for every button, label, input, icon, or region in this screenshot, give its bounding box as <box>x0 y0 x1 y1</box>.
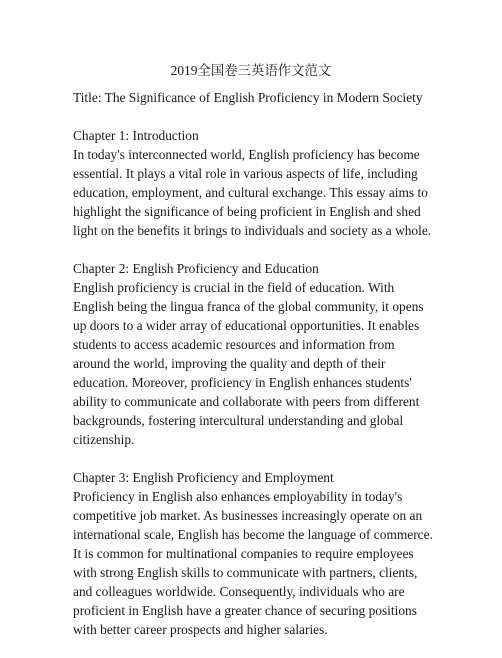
document-header: 2019全国卷三英语作文范文 <box>170 63 332 78</box>
section-paragraph: Proficiency in English also enhances employability in today's competitive job market. As businesses increasingly operate on an international scale, English has become the language of commerce. It is common for multinational companies to require employees with strong English skills to communicate with partners, clients, and colleagues worldwide. Consequently, individuals who are proficient in English have a greater chance of securing positions with better career prospects and higher salaries. <box>73 489 433 637</box>
section-paragraph: English proficiency is crucial in the field of education. With English being the lingua franca of the global community, it opens up doors to a wider array of educational opportunities. It enables students to access academic resources and information from around the world, improving the quality and depth of their education. Moreover, proficiency in English enhances students' ability to communicate and collaborate with peers from different backgrounds, fostering intercultural understanding and global citizenship. <box>73 280 424 447</box>
section-employment <box>73 468 433 639</box>
section-education <box>73 259 433 449</box>
section-paragraph: In today's interconnected world, English proficiency has become essential. It plays a vital role in various aspects of life, including education, employment, and cultural exchange. This essay aims to highlight the significance of being proficient in English and shed light on the benefits it brings to individuals and society as a whole. <box>73 147 432 238</box>
document-content <box>73 88 433 658</box>
essay-title: Title: The Significance of English Proficiency in Modern Society <box>73 90 423 105</box>
section-introduction <box>73 126 433 240</box>
section-heading: Chapter 2: English Proficiency and Education <box>73 261 319 276</box>
section-heading: Chapter 1: Introduction <box>73 128 199 143</box>
section-heading: Chapter 3: English Proficiency and Employment <box>73 470 334 485</box>
